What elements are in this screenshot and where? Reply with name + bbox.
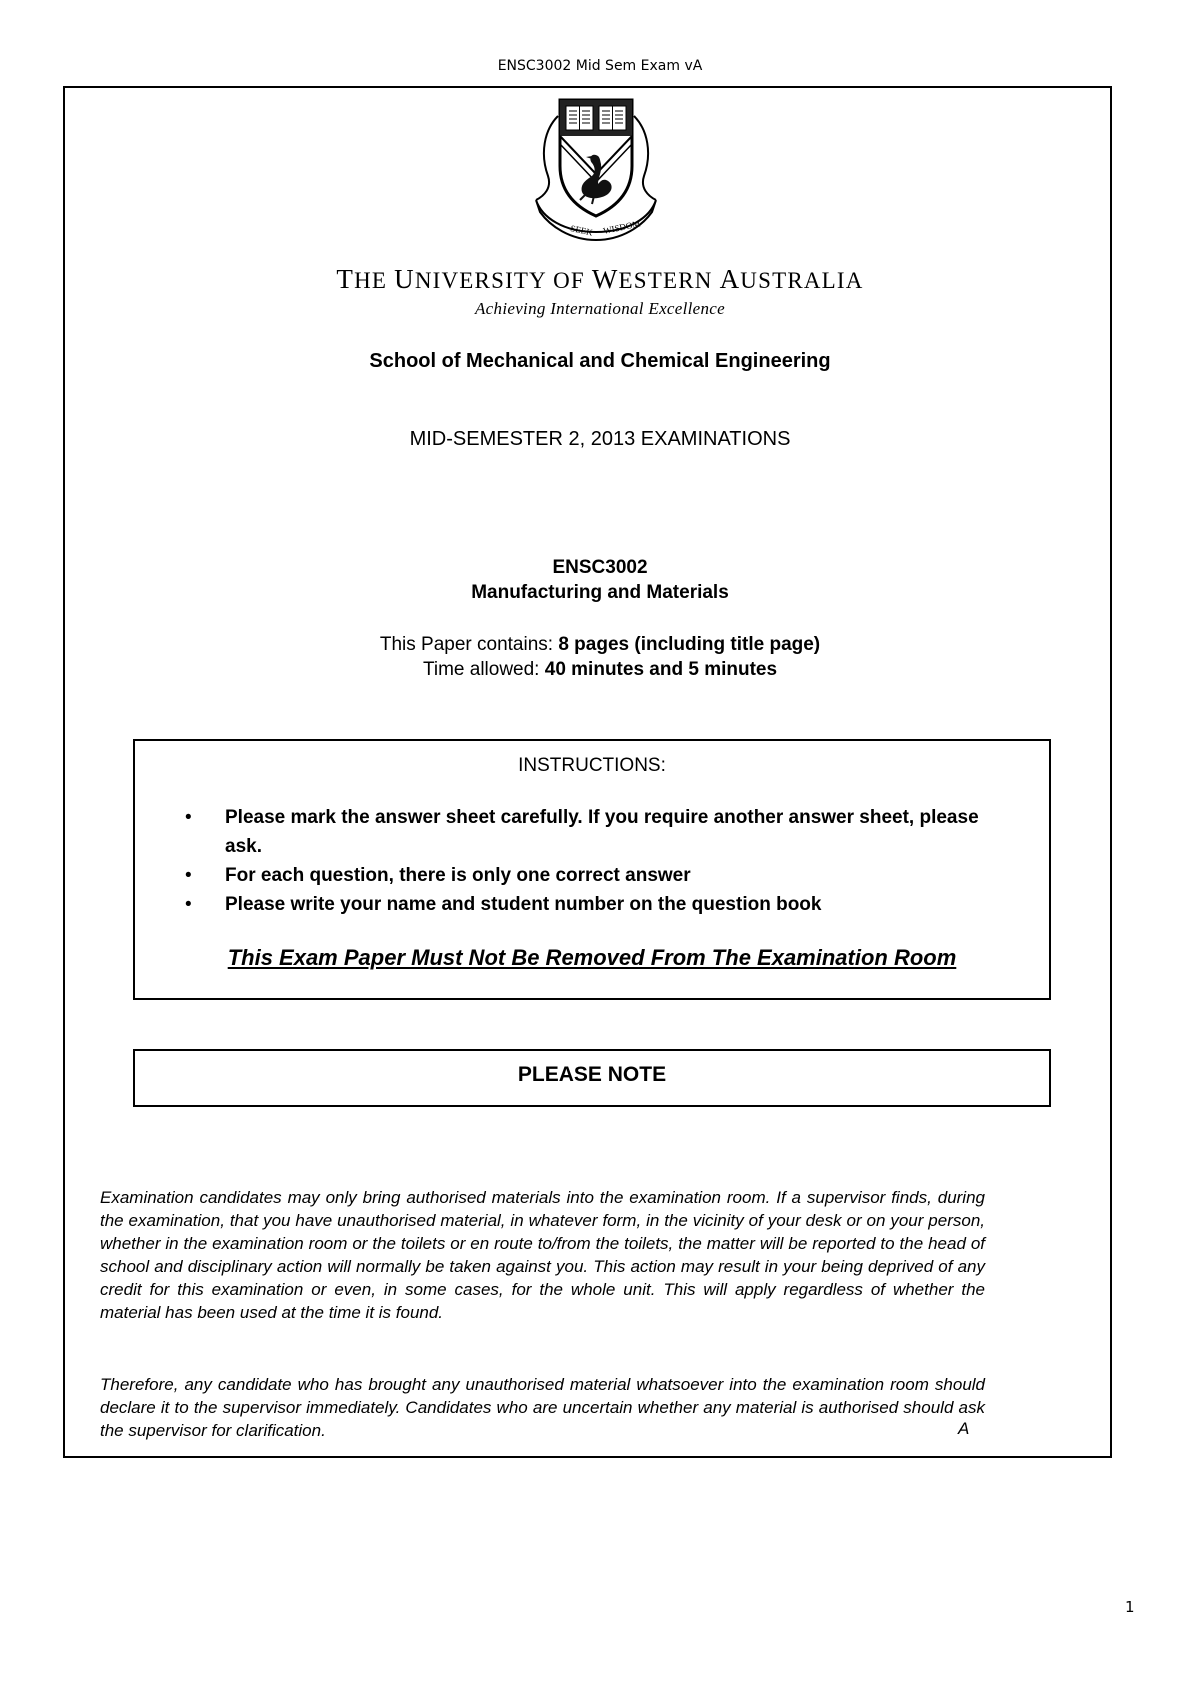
instruction-item [185,861,1005,890]
uni-name-cap-1: T [336,264,355,294]
uni-name-cap-2: U [394,264,415,294]
instruction-item [185,803,1005,861]
university-tagline: Achieving International Excellence [475,299,725,318]
please-note-box [133,1049,1051,1107]
motto-scroll-left: SEEK [569,223,594,238]
instructions-heading: INSTRUCTIONS: [518,755,666,776]
motto-scroll-right: WISDOM [602,218,642,236]
uni-name-rest-3: ESTERN [618,268,720,293]
page-number: 1 [1125,1598,1135,1616]
university-name [0,264,1200,295]
unit-code: ENSC3002 [552,557,648,578]
bullet-icon: • [185,894,192,915]
exam-session: MID-SEMESTER 2, 2013 EXAMINATIONS [409,428,791,450]
running-header: ENSC3002 Mid Sem Exam vA [497,58,703,74]
time-allowed-line [0,659,1200,681]
instructions-list [185,803,1005,919]
unit-name: Manufacturing and Materials [471,582,729,603]
university-crest-icon [522,96,670,244]
uni-name-rest-1: HE [354,268,395,293]
time-label: Time allowed: [422,659,540,680]
pages-label: This Paper contains: [379,634,554,655]
uni-name-rest-2: NIVERSITY OF [414,268,592,293]
paper-pages-line [0,634,1200,656]
declaration-paragraph: Therefore, any candidate who has brought any unauthorised material whatsoever into the examination room should declare it to the supervisor immediately. Candidates who are uncertain whether any material is authorised should ask the supervisor for clarification. [100,1375,985,1440]
instruction-text: Please write your name and student number on the question book [225,894,822,915]
pages-value: 8 pages (including title page) [558,634,821,655]
instruction-text: For each question, there is only one correct answer [225,865,691,886]
instruction-item [185,890,1005,919]
uni-name-cap-4: A [719,264,741,294]
instruction-text: Please mark the answer sheet carefully. If you require another answer sheet, please ask. [225,807,979,857]
removal-warning: This Exam Paper Must Not Be Removed From The Examination Room [227,945,957,970]
bullet-icon: • [185,807,192,828]
please-note-heading: PLEASE NOTE [517,1063,667,1086]
uni-name-cap-3: W [591,264,619,294]
uni-name-rest-4: USTRALIA [740,268,864,293]
time-value: 40 minutes and 5 minutes [544,659,778,680]
bullet-icon: • [185,865,192,886]
instructions-box [133,739,1051,1000]
school-name: School of Mechanical and Chemical Engineering [369,350,831,372]
unauthorised-material-paragraph: Examination candidates may only bring authorised materials into the examination room. If a supervisor finds, during the examination, that you have unauthorised material, in whatever form, in the vicinity of your desk or on your person, whether in the examination room or the toilets or en route to/from the toilets, the matter will be reported to the head of school and disciplinary action will normally be taken against you. This action may result in your being deprived of any credit for this examination or even, in some cases, for the whole unit. This will apply regardless of whether the material has been used at the time it is found. [100,1188,985,1322]
paper-version-marker: A [958,1419,970,1438]
